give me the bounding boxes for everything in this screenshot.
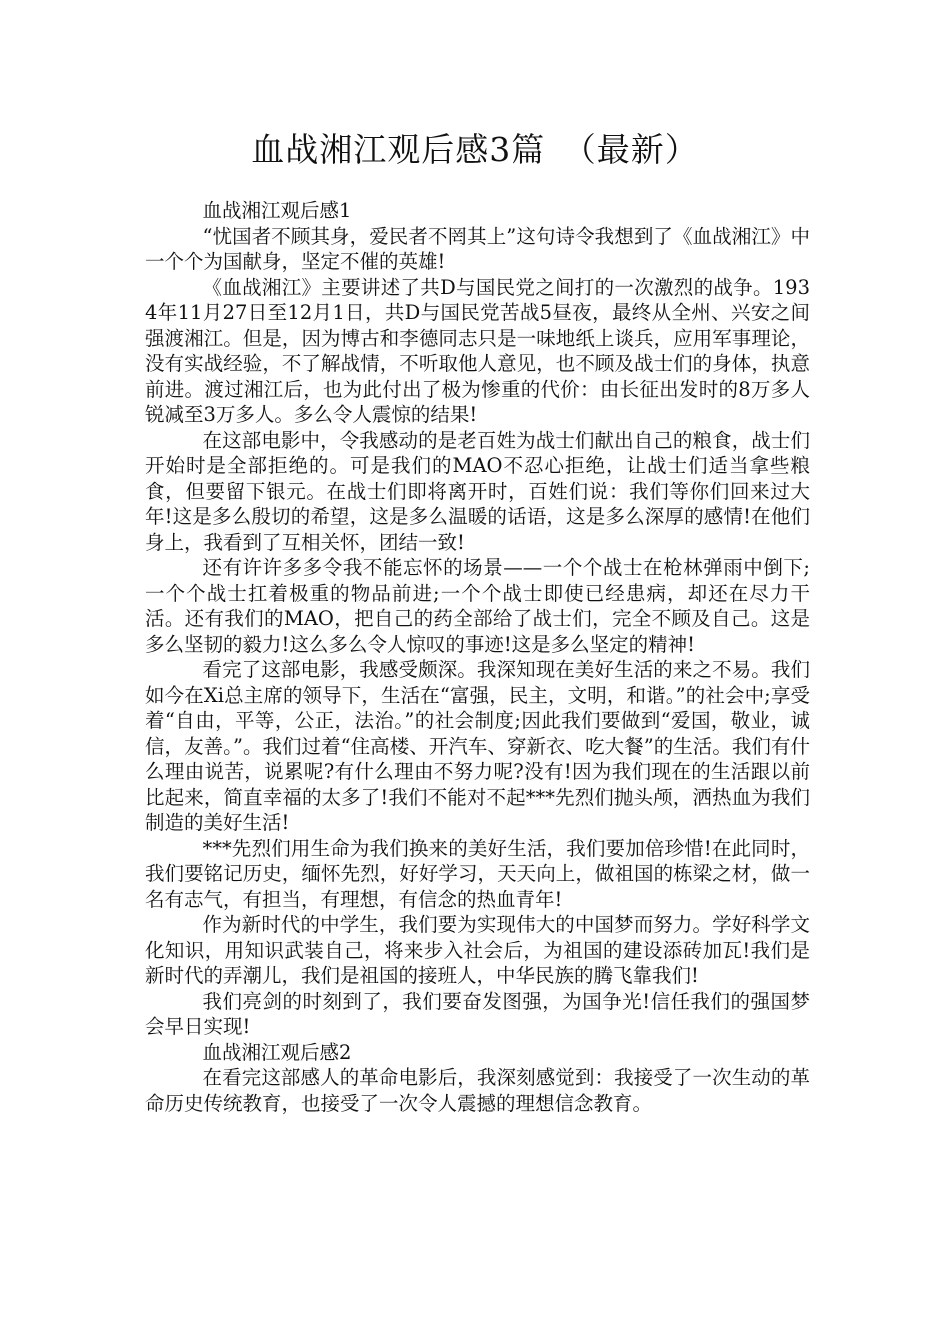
paragraph-cherish: ***先烈们用生命为我们换来的美好生活，我们要加倍珍惜!在此同时，我们要铭记历史，缅怀先烈，好好学习，天天向上，做祖国的栋梁之材，做一名有志气，有担当，有理想，有信念的热血青年! (145, 836, 810, 911)
paragraph-education: 在看完这部感人的革命电影后，我深刻感觉到：我接受了一次生动的革命历史传统教育，也接受了一次令人震撼的理想信念教育。 (145, 1066, 810, 1115)
paragraph-quote: “忧国者不顾其身，爱民者不罔其上”这句诗令我想到了《血战湘江》中一个个为国献身，坚定不催的英雄! (145, 224, 810, 273)
section-heading-1: 血战湘江观后感1 (202, 199, 352, 222)
paragraph-villagers: 在这部电影中，令我感动的是老百姓为战士们献出自己的粮食，战士们开始时是全部拒绝的。可是我们的MAO不忍心拒绝，让战士们适当拿些粮食，但要留下银元。在战士们即将离开时，百姓们说：我们等你们回来过大年!这是多么殷切的希望，这是多么温暖的话语，这是多么深厚的感情!在他们身上，我看到了互相关怀，团结一致! (145, 428, 810, 554)
paragraph-dream: 我们亮剑的时刻到了，我们要奋发图强，为国争光!信任我们的强国梦会早日实现! (145, 989, 810, 1038)
paragraph-scenes: 还有许许多多令我不能忘怀的场景——一个个战士在枪林弹雨中倒下;一个个战士扛着极重的物品前进;一个个战士即使已经患病，却还在尽力干活。还有我们的MAO，把自己的药全部给了战士们，完全不顾及自己。这是多么坚韧的毅力!这么多么令人惊叹的事迹!这是多么坚定的精神! (145, 556, 810, 656)
paragraph-student: 作为新时代的中学生，我们要为实现伟大的中国梦而努力。学好科学文化知识，用知识武装自己，将来步入社会后，为祖国的建设添砖加瓦!我们是新时代的弄潮儿，我们是祖国的接班人，中华民族的腾飞靠我们! (145, 913, 810, 987)
document-title: 血战湘江观后感3篇 （最新） (251, 130, 699, 169)
paragraph-summary: 《血战湘江》主要讲述了共D与国民党之间打的一次激烈的战争。1934年11月27日至12月1日，共D与国民党苦战5昼夜，最终从全州、兴安之间强渡湘江。但是，因为博古和李德同志只是一味地纸上谈兵，应用军事理论，没有实战经验，不了解战情，不听取他人意见，也不顾及战士们的身体，执意前进。渡过湘江后，也为此付出了极为惨重的代价：由长征出发时的8万多人锐减至3万多人。多么令人震惊的结果! (145, 275, 810, 426)
paragraph-reflection: 看完了这部电影，我感受颇深。我深知现在美好生活的来之不易。我们如今在Xi总主席的领导下，生活在“富强，民主，文明，和谐。”的社会中;享受着“自由，平等，公正，法治。”的社会制度;因此我们要做到“爱国，敬业，诚信，友善。”。我们过着“住高楼、开汽车、穿新衣、吃大餐”的生活。我们有什么理由说苦，说累呢?有什么理由不努力呢?没有!因为我们现在的生活跟以前比起来，简直幸福的太多了!我们不能对不起***先烈们抛头颅，洒热血为我们制造的美好生活! (145, 658, 810, 834)
document-body (145, 198, 810, 1116)
section-heading-2: 血战湘江观后感2 (202, 1040, 352, 1064)
